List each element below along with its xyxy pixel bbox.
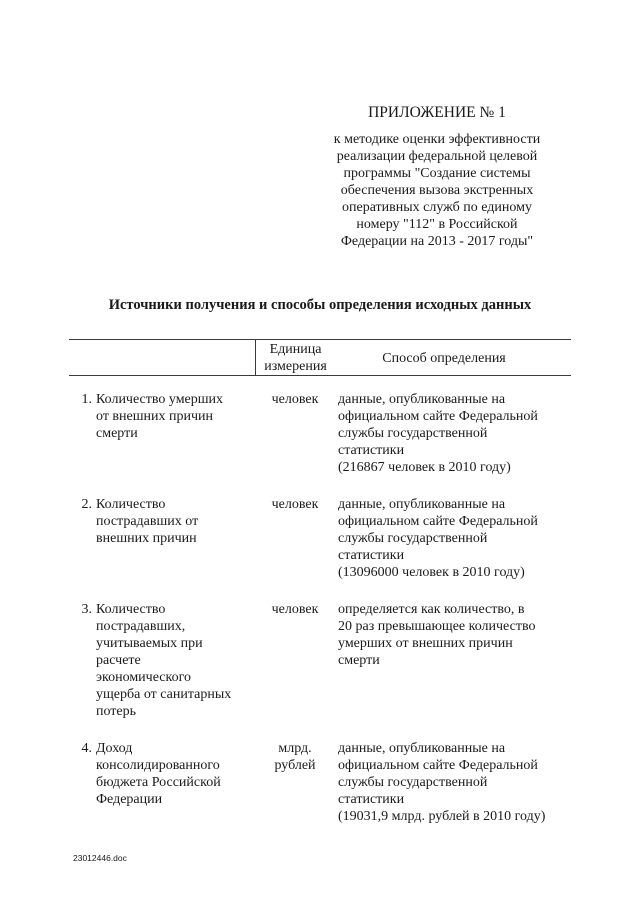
- row-unit: человек: [271, 602, 319, 617]
- row-indicator: Количество пострадавших, учитываемых при расчете экономического ущерба от санитарных потерь: [96, 602, 232, 719]
- row-unit: человек: [271, 392, 319, 407]
- row-indicator: Доход консолидированного бюджета Российской Федерации: [96, 741, 221, 807]
- row-unit: человек: [271, 497, 319, 512]
- table-row: [0, 601, 640, 720]
- table-row: [0, 496, 640, 581]
- row-unit: млрд. рублей: [274, 741, 316, 773]
- row-method: данные, опубликованные на официальном сайте Федеральной службы государственной статистики (13096000 человек в 2010 году): [338, 497, 538, 580]
- column-header-unit: Единица измерения: [264, 342, 327, 374]
- table-body: [0, 391, 640, 845]
- table-header-rule: [69, 375, 571, 376]
- row-number: 4.: [81, 741, 92, 756]
- table-row: [0, 740, 640, 825]
- row-indicator: Количество пострадавших от внешних причин: [96, 497, 199, 546]
- appendix-body: к методике оценки эффективности реализации федеральной целевой программы "Создание системы обеспечения вызова экстренных оперативных служб по единому номеру "112" в Российской Федерации на 2013 - 2017 годы": [333, 132, 541, 249]
- row-number: 1.: [81, 392, 92, 407]
- document-filename: 23012446.doc: [73, 853, 127, 863]
- row-method: определяется как количество, в 20 раз превышающее количество умерших от внешних причин смерти: [338, 602, 536, 668]
- column-header-method: Способ определения: [382, 351, 506, 366]
- row-method: данные, опубликованные на официальном сайте Федеральной службы государственной статистики (216867 человек в 2010 году): [338, 392, 538, 475]
- row-number: 2.: [81, 497, 92, 512]
- table-row: [0, 391, 640, 476]
- row-number: 3.: [81, 602, 92, 617]
- row-method: данные, опубликованные на официальном сайте Федеральной службы государственной статистики (19031,9 млрд. рублей в 2010 году): [338, 741, 546, 824]
- appendix-title: ПРИЛОЖЕНИЕ № 1: [368, 104, 506, 121]
- appendix-block: [322, 104, 552, 250]
- section-heading: Источники получения и способы определения исходных данных: [108, 297, 532, 313]
- row-indicator: Количество умерших от внешних причин смерти: [96, 392, 224, 441]
- table-top-rule: [69, 339, 571, 340]
